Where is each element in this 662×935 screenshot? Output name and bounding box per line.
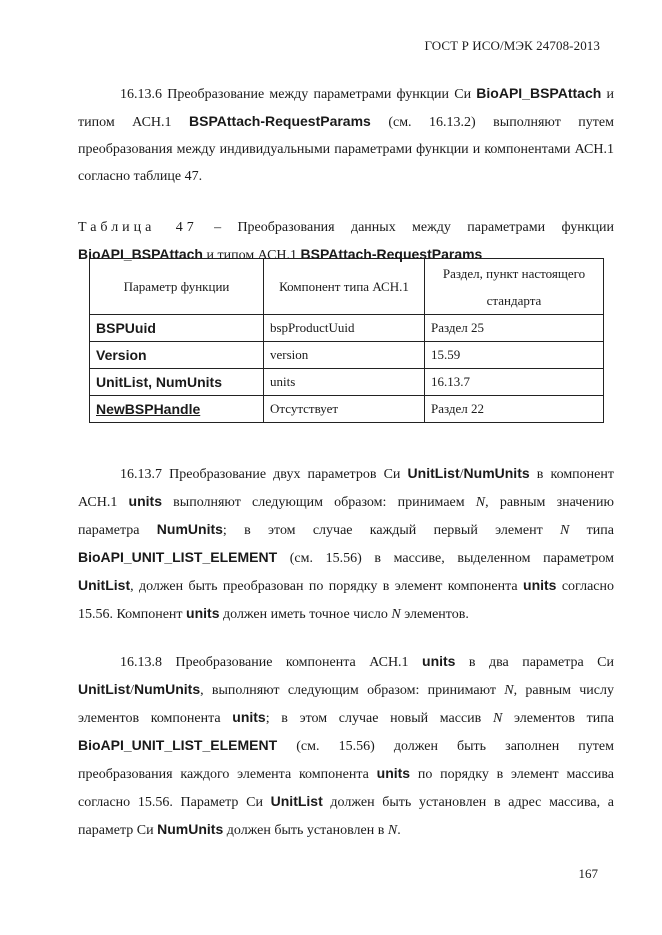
table-label: Таблица 47 (78, 220, 198, 235)
clause-number: 16.13.6 (120, 87, 162, 102)
table-caption: Таблица 47 – Преобразования данных между параметрами функции BioAPI_BSPAttach и типом АСН.1 BSPAttach-RequestParams (78, 220, 614, 263)
page-number: 167 (578, 866, 598, 881)
paragraph-16-13-8: 16.13.8 Преобразование компонента АСН.1 units в два параметра Си UnitList/NumUnits, выполняют следующим образом: принимают N, равным числу элементов компонента units; в этом случае новый массив N элементов типа BioAPI_UNIT_LIST_ELEMENT (см. 15.56) должен быть заполнен путем преобразования каждого элемента компонента units по порядку в элемент массива согласно 15.56. Параметр Си UnitList должен быть установлен в адрес массива, а параметр Си NumUnits должен быть установлен в N. (78, 653, 615, 838)
paragraph-16-13-7: 16.13.7 Преобразование двух параметров Си UnitList/NumUnits в компонент АСН.1 units выполняют следующим образом: принимаем N, равным значению параметра NumUnits; в этом случае каждый первый элемент N типа BioAPI_UNIT_LIST_ELEMENT (см. 15.56) в массиве, выделенном параметром UnitList, должен быть преобразован по порядку в элемент компонента units согласно 15.56. Компонент units должен иметь точное число N элементов. (78, 465, 615, 622)
function-name: BioAPI_BSPAttach (476, 85, 602, 101)
table-header-row (90, 259, 604, 315)
asn-type-name: BSPAttach-RequestParams (189, 113, 371, 129)
table-row: NewBSPHandle Отсутствует Раздел 22 (90, 396, 604, 423)
table-row: UnitList, NumUnits units 16.13.7 (90, 369, 604, 396)
paragraph-16-13-6: 16.13.6 Преобразование между параметрами функции Си BioAPI_BSPAttach и типом АСН.1 BSPAttach-RequestParams (см. 16.13.2) выполняют путем преобразования между индивидуальными параметрами функции и компонентами АСН.1 согласно таблице 47. (78, 85, 614, 184)
header-asn-component: Компонент типа АСН.1 (264, 259, 425, 315)
table-row: BSPUuid bspProductUuid Раздел 25 (90, 315, 604, 342)
header-standard-section: Раздел, пункт настоящего стандарта (425, 259, 604, 315)
table-row: Version version 15.59 (90, 342, 604, 369)
conversion-table (89, 258, 604, 423)
header-function-param: Параметр функции (90, 259, 264, 315)
standard-header: ГОСТ Р ИСО/МЭК 24708-2013 (424, 38, 600, 53)
